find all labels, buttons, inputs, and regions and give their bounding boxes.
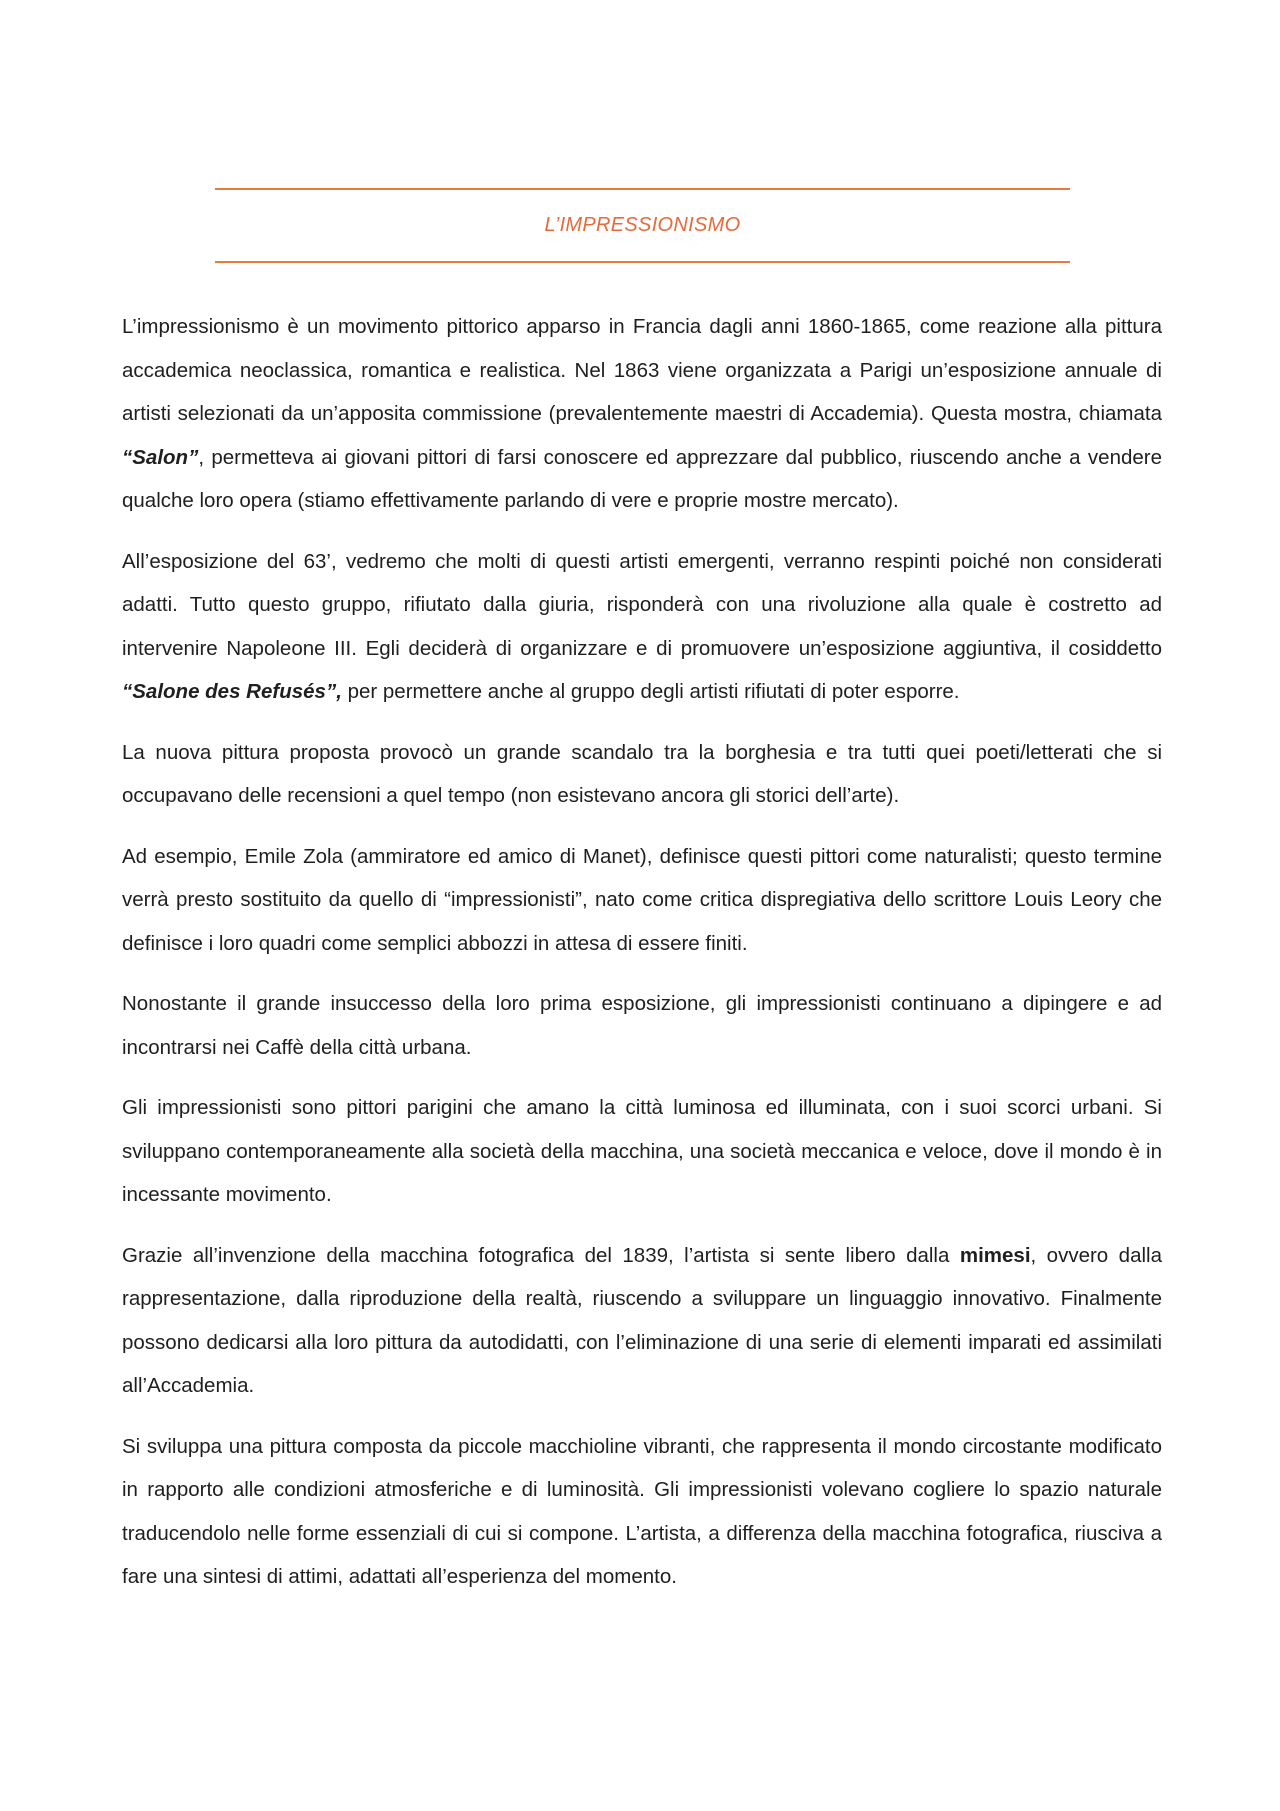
emphasis-salone-des-refuses: “Salone des Refusés”, (122, 680, 342, 703)
emphasis-salon: “Salon” (122, 445, 199, 469)
paragraph-text: Grazie all’invenzione della macchina fotografica del 1839, l’artista si sente libero dalla (122, 1243, 960, 1267)
page-title: L’IMPRESSIONISMO (544, 214, 741, 236)
paragraph-refuses (122, 540, 1162, 714)
title-block (215, 188, 1070, 263)
title-top-rule (215, 188, 1070, 190)
paragraph-fotografia (122, 1234, 1162, 1408)
paragraph-insuccesso: Nonostante il grande insuccesso della loro prima esposizione, gli impressionisti continuano a dipingere e ad incontrarsi nei Caffè della città urbana. (122, 992, 1162, 1059)
paragraph-text: , ovvero dalla rappresentazione, dalla riproduzione della realtà, riuscendo a sviluppare un linguaggio innovativo. Finalmente possono dedicarsi alla loro pittura da autodidatti, con l’eliminazione di una serie di elementi imparati ed assimilati all’Accademia. (122, 1243, 1162, 1397)
paragraph-zola: Ad esempio, Emile Zola (ammiratore ed amico di Manet), definisce questi pittori come naturalisti; questo termine verrà presto sostituito da quello di “impressionisti”, nato come critica dispregiativa dello scrittore Louis Leory che definisce i loro quadri come semplici abbozzi in attesa di essere finiti. (122, 844, 1162, 955)
paragraph-pittori-parigini: Gli impressionisti sono pittori parigini che amano la città luminosa ed illuminata, con i suoi scorci urbani. Si sviluppano contemporaneamente alla società della macchina, una società meccanica e veloce, dove il mondo è in incessante movimento. (122, 1096, 1162, 1206)
paragraph-text: , permetteva ai giovani pittori di farsi conoscere ed apprezzare dal pubblico, riuscendo anche a vendere qualche loro opera (stiamo effettivamente parlando di vere e proprie mostre mercato). (122, 445, 1162, 512)
paragraph-text: L’impressionismo è un movimento pittorico apparso in Francia dagli anni 1860-1865, come reazione alla pittura accademica neoclassica, romantica e realistica. Nel 1863 viene organizzata a Parigi un’esposizione annuale di artisti selezionati da un’apposita commissione (prevalentemente maestri di Accademia). Questa mostra, chiamata (122, 315, 1162, 425)
paragraph-macchioline: Si sviluppa una pittura composta da piccole macchioline vibranti, che rappresenta il mondo circostante modificato in rapporto alle condizioni atmosferiche e di luminosità. Gli impressionisti volevano cogliere lo spazio naturale traducendolo nelle forme essenziali di cui si compone. L’artista, a differenza della macchina fotografica, riusciva a fare una sintesi di attimi, adattati all’esperienza del momento. (122, 1434, 1162, 1588)
paragraph-text: per permettere anche al gruppo degli artisti rifiutati di poter esporre. (341, 680, 960, 703)
document-body (122, 305, 1162, 1616)
emphasis-mimesi: mimesi (959, 1243, 1031, 1267)
title-bottom-rule (215, 261, 1070, 263)
paragraph-salon (122, 305, 1162, 523)
paragraph-text: All’esposizione del 63’, vedremo che molti di questi artisti emergenti, verranno respinti poiché non considerati adatti. Tutto questo gruppo, rifiutato dalla giuria, risponderà con una rivoluzione alla quale è costretto ad intervenire Napoleone III. Egli deciderà di organizzare e di promuovere un’esposizione aggiuntiva, il cosiddetto (122, 549, 1162, 660)
paragraph-scandalo: La nuova pittura proposta provocò un grande scandalo tra la borghesia e tra tutti quei poeti/letterati che si occupavano delle recensioni a quel tempo (non esistevano ancora gli storici dell’arte). (122, 740, 1162, 807)
